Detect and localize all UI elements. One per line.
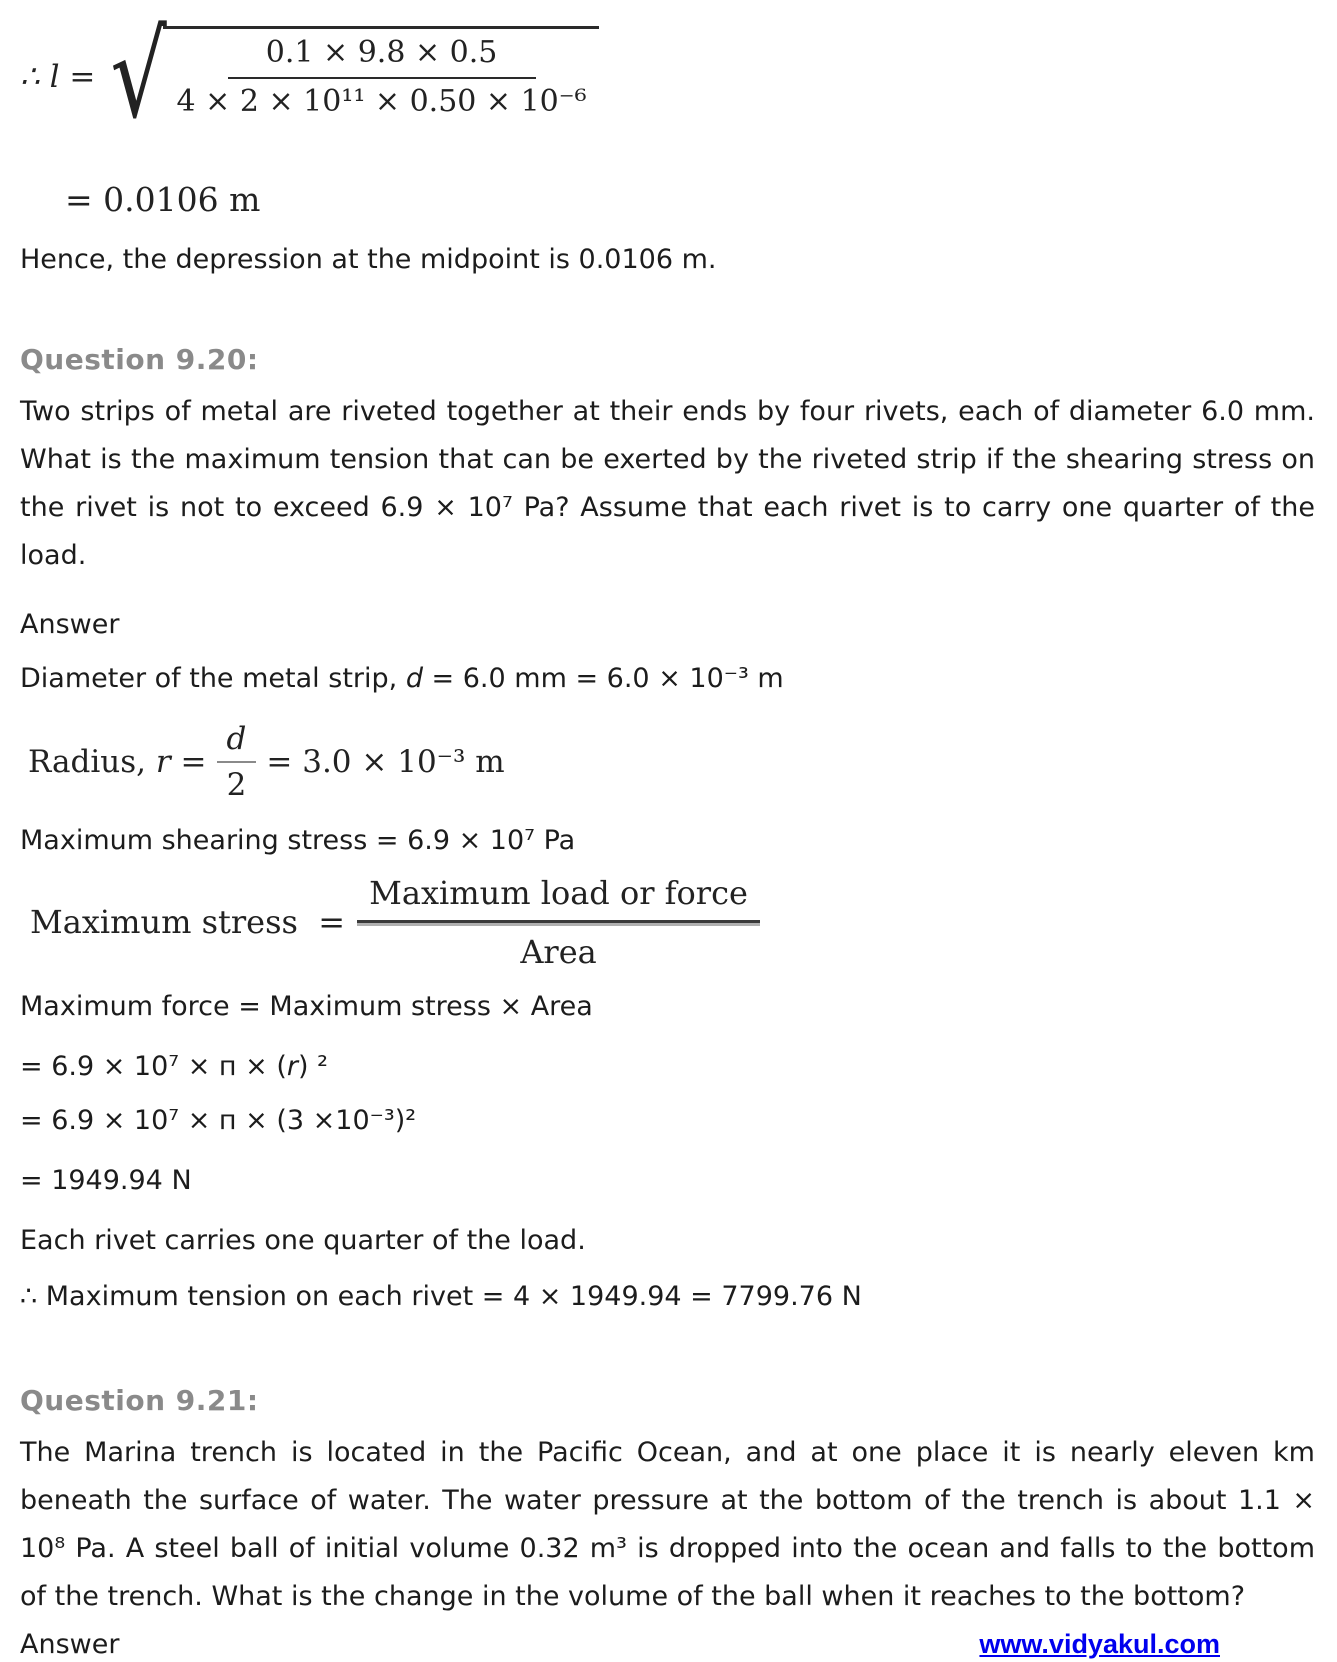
depression-result: = 0.0106 m — [65, 180, 261, 219]
calc1-post: ) ² — [298, 1051, 328, 1082]
radius-result: = 3.0 × 10⁻³ m — [266, 744, 505, 780]
max-stress-equation — [30, 874, 1315, 970]
radius-equation — [28, 710, 1315, 814]
answer-label-9-21: Answer — [20, 1629, 120, 1660]
diameter-line — [20, 662, 1315, 696]
calc-line-1 — [20, 1050, 1315, 1084]
max-shearing-stress-line: Maximum shearing stress = 6.9 × 10⁷ Pa — [20, 825, 576, 856]
question-9-20-text: Two strips of metal are riveted together at their ends by four rivets, each of diameter 6.0 mm. What is the maximum tension that can be exerted by the riveted strip if the shearing stress on the rivet is not to exceed 6.9 × 10⁷ Pa? Assume that each rivet is to carry one quarter of the load. — [20, 396, 1315, 571]
max-stress-numerator: Maximum load or force — [357, 874, 760, 923]
question-9-20-heading: Question 9.20: — [20, 343, 259, 376]
diameter-text-post: = 6.0 mm = 6.0 × 10⁻³ m — [422, 663, 784, 694]
sqrt-radicand — [163, 26, 599, 119]
radius-fraction-numerator: d — [217, 721, 257, 763]
radius-fraction — [217, 721, 257, 803]
footer-row — [20, 1629, 1315, 1660]
depression-equation — [20, 5, 1315, 144]
calc1-pre: = 6.9 × 10⁷ × п × ( — [20, 1051, 287, 1082]
max-stress-denominator: Area — [520, 932, 597, 971]
fraction — [177, 35, 587, 119]
calc1-variable-r: r — [286, 1051, 298, 1082]
equation-lhs — [20, 59, 95, 95]
sqrt-radical-icon: √ — [110, 5, 168, 144]
question-9-21-heading: Question 9.21: — [20, 1384, 259, 1417]
diameter-text-pre: Diameter of the metal strip, — [20, 663, 406, 694]
max-force-line: Maximum force = Maximum stress × Area — [20, 991, 593, 1022]
variable-r: r — [155, 744, 171, 780]
fraction-denominator: 4 × 2 × 10¹¹ × 0.50 × 10⁻⁶ — [176, 83, 587, 119]
question-9-21-text: The Marina trench is located in the Pacific Ocean, and at one place it is nearly eleven km beneath the surface of water. The water pressure at the bottom of the trench is about 1.1 × 10⁸ Pa. A steel ball of initial volume 0.32 m³ is dropped into the ocean and falls to the bottom of the trench. What is the change in the volume of the ball when it reaches to the bottom? — [20, 1437, 1315, 1612]
vidyakul-link[interactable]: www.vidyakul.com — [979, 1629, 1220, 1659]
variable-l: l — [49, 59, 60, 95]
variable-d: d — [405, 663, 423, 694]
equals-sign: = — [59, 59, 96, 95]
calc-line-2: = 6.9 × 10⁷ × п × (3 ×10⁻³)² — [20, 1105, 417, 1136]
calc-line-3: = 1949.94 N — [20, 1165, 192, 1196]
radius-equals: = — [170, 744, 207, 780]
max-stress-lhs: Maximum stress = — [30, 903, 346, 941]
radius-label: Radius, — [28, 744, 156, 780]
depression-conclusion: Hence, the depression at the midpoint is 0.0106 m. — [20, 244, 717, 275]
radius-fraction-denominator: 2 — [226, 767, 247, 803]
answer-label-9-20: Answer — [20, 609, 120, 640]
max-tension-conclusion: ∴ Maximum tension on each rivet = 4 × 1949.94 = 7799.76 N — [20, 1281, 862, 1312]
rivet-note-line: Each rivet carries one quarter of the load. — [20, 1225, 586, 1256]
max-stress-fraction — [357, 874, 760, 971]
therefore-symbol: ∴ — [20, 59, 50, 95]
fraction-numerator: 0.1 × 9.8 × 0.5 — [228, 35, 536, 79]
